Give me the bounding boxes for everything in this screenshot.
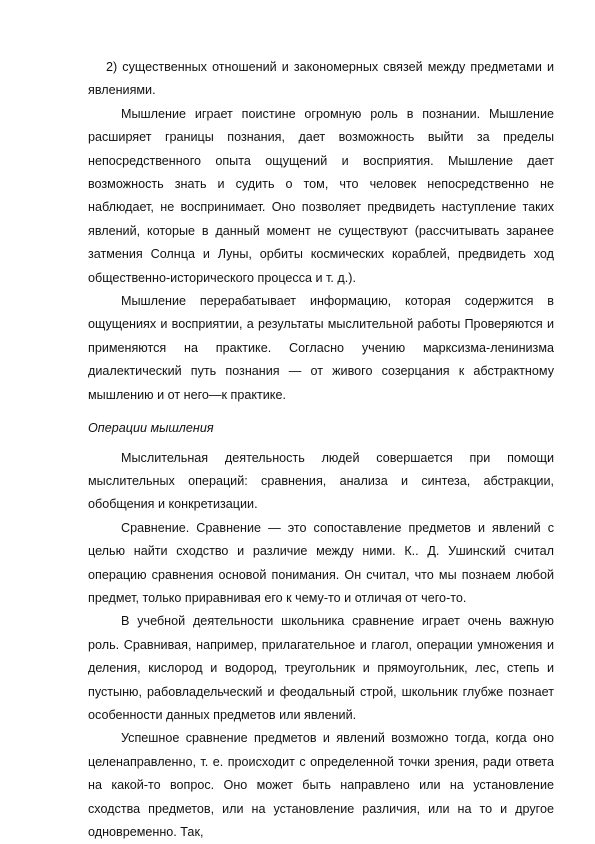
paragraph-school-comparison: В учебной деятельности школьника сравнение играет очень важную роль. Сравнивая, например, прилагательное и глагол, операции умножения и деления, кислород и водород, треугольник и прямоугольник, лес, степь и пустыню, рабовладельческий и феодальный строй, школьник глубже познает особенности данных предметов или явлений. [88,614,554,722]
section-heading: Операции мышления [88,421,214,436]
paragraph-successful-comparison: Успешное сравнение предметов и явлений возможно тогда, когда оно целенаправленно, т. е. происходит с определенной точки зрения, ради ответа на какой-то вопрос. Оно может быть направлено или на установление сходства предметов, или на установление различия, или на то и другое одновременно. Так, [88,731,554,839]
paragraph-information-processing: Мышление перерабатывает информацию, которая содержится в ощущениях и восприятии, а результаты мыслительной работы Проверяются и применяются на практике. Согласно учению марксизма-ленинизма диалектический путь познания — от живого созерцания к абстрактному мышлению и от него—к практике. [88,294,554,402]
paragraph-mental-operations: Мыслительная деятельность людей совершается при помощи мыслительных операций: сравнения, анализа и синтеза, абстракции, обобщения и конкретизации. [88,450,554,512]
paragraph-role-of-thinking: Мышление играет поистине огромную роль в познании. Мышление расширяет границы познания, дает возможность выйти за пределы непосредственного опыта ощущений и восприятия. Мышление дает возможность знать и судить о том, что человек непосредственно не наблюдает, не воспринимает. Оно позволяет предвидеть наступление таких явлений, которые в данный момент не существуют (рассчитывать заранее затмения Солнца и Луны, орбиты космических кораблей, предвидеть ход общественно-исторического процесса и т. д.). [88,106,554,285]
paragraph-comparison: Сравнение. Сравнение — это сопоставление предметов и явлений с целью найти сходство и различие между ними. К.. Д. Ушинский считал операцию сравнения основой понимания. Он считал, что мы познаем любой предмет, только приравнивая его к чему-то и отличая от чего-то. [88,520,554,605]
document-page [88,56,554,844]
paragraph-item-2-relations: 2) существенных отношений и закономерных связей между предметами и явлениями. [88,60,554,98]
